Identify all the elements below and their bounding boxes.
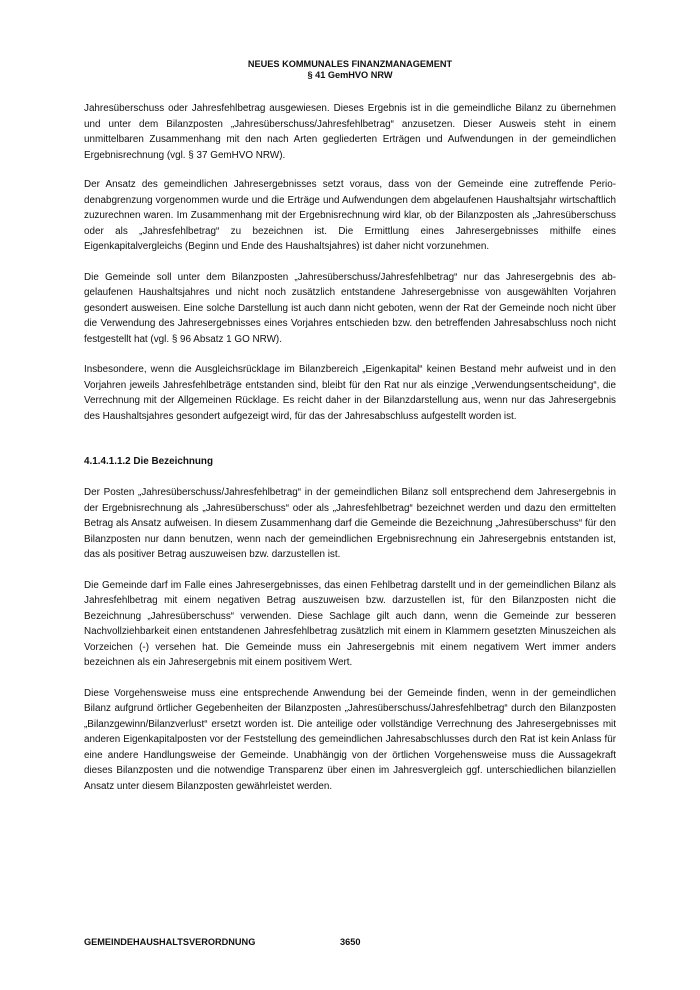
paragraph: Die Gemeinde soll unter dem Bilanzposten „Jahresüberschuss/Jahresfehlbetrag“ nur das Jahresergebnis des abgelaufenen Haushaltsjahres und nicht noch zusätzlich entstandene Jahresergebnisse von ausgewählten Vorjahren gesondert ausweisen. Eine solche Darstellung ist auch dann nicht geboten, wenn der Rat der Gemeinde noch nicht über die Verwendung des Jahresergebnisses eines Vorjahres entschieden bzw. den betreffenden Jahresabschluss noch nicht festgestellt hat (vgl. § 96 Absatz 1 GO NRW). [84,271,616,345]
paragraph: Der Ansatz des gemeindlichen Jahresergebnisses setzt voraus, dass von der Gemeinde eine zutreffende Periodenabgrenzung vorgenommen wurde und die Erträge und Aufwendungen dem abgelaufenen Haushaltsjahr wirtschaftlich zuzurechnen waren. Im Zusammenhang mit der Ergebnisrechnung wird klar, ob der Bilanzposten als „Jahresüberschuss oder als „Jahresfehlbetrag“ zu bezeichnen ist. Die Ermittlung eines Jahresergebnisses mithilfe eines Eigenkapitalvergleichs (Beginn und Ende des Haushaltsjahres) ist daher nicht vorzunehmen. [84,179,616,252]
footer-document-title: GEMEINDEHAUSHALTSVERORDNUNG [84,937,256,947]
document-body [84,101,616,794]
paragraph: Diese Vorgehensweise muss eine entsprechende Anwendung bei der Gemeinde finden, wenn in der gemeindlichen Bilanz aufgrund örtlicher Gegebenheiten der Bilanzposten „Jahresüberschuss/Jahresfehlbetrag“ durch den Bilanzposten „Bilanzgewinn/Bilanzverlust“ ersetzt worden ist. Die anteilige oder vollständige Verrechnung des Jahresergebnisses mit anderen Eigenkapitalposten vor der Feststellung des gemeindlichen Jahresabschlusses durch den Rat ist kein Anlass für eine andere Handlungsweise der Gemeinde. Unabhängig von der örtlichen Vorgehensweise muss die Aussagekraft dieses Bilanzposten und die notwendige Transparenz über einen im Jahresvergleich ggf. unterschiedlichen bilanziellen Ansatz unter diesem Bilanzposten gewährleistet werden. [84,687,616,792]
page-header [0,59,700,81]
header-title: NEUES KOMMUNALES FINANZMANAGEMENT [247,59,453,69]
header-subtitle: § 41 GemHVO NRW [307,70,393,80]
paragraph: Insbesondere, wenn die Ausgleichsrücklage im Bilanzbereich „Eigenkapital“ keinen Bestand mehr aufweist und in den Vorjahren jeweils Jahresfehlbeträge entstanden sind, bleibt für den Rat nur als einzige „Verwendungsentscheidung“, die Verrechnung mit der Allgemeinen Rücklage. Es reicht daher in der Bilanzdarstellung aus, wenn nur das Jahresergebnis des Haushaltsjahres gesondert aufgezeigt wird, für das der Jahresabschluss aufgestellt worden ist. [84,364,616,422]
paragraph: Die Gemeinde darf im Falle eines Jahresergebnisses, das einen Fehlbetrag darstellt und in der gemeindlichen Bilanz als Jahresfehlbetrag mit einem negativen Betrag auszuweisen bzw. darzustellen ist, für den Bilanzposten nicht die Bezeichnung „Jahresüberschuss“ verwenden. Diese Sachlage gilt auch dann, wenn die Gemeinde zur besseren Nachvollziehbarkeit einen entstandenen Jahresfehlbetrag zusätzlich mit einem in Klammern gesetzten Minuszeichen als Vorzeichen (-) versehen hat. Die Gemeinde muss ein Jahresergebnis mit einem negativem Wert immer anders bezeichnen als ein Jahresergebnis mit einem positivem Wert. [84,579,616,668]
section-heading: 4.1.4.1.1.2 Die Bezeichnung [84,456,213,467]
paragraph: Jahresüberschuss oder Jahresfehlbetrag ausgewiesen. Dieses Ergebnis ist in die gemeindliche Bilanz zu übernehmen und unter dem Bilanzposten „Jahresüberschuss/Jahresfehlbetrag“ anzusetzen. Dieser Ausweis steht in einem unmittelbaren Zusammenhang mit den nach Arten gegliederten Erträgen und Aufwendungen in der gemeindlichen Ergebnisrechnung (vgl. § 37 GemHVO NRW). [84,103,616,161]
paragraph: Der Posten „Jahresüberschuss/Jahresfehlbetrag“ in der gemeindlichen Bilanz soll entsprechend dem Jahresergebnis in der Ergebnisrechnung als „Jahresüberschuss“ oder als „Jahresfehlbetrag“ bezeichnet werden und dazu den ermittelten Betrag als Ansatz aufweisen. In diesem Zusammenhang darf die Gemeinde die Bezeichnung „Jahresüberschuss“ für den Bilanzposten nur dann benutzen, wenn nach der gemeindlichen Ergebnisrechnung ein Jahresergebnis entstanden ist, das als positiver Betrag auszuweisen bzw. darzustellen ist. [84,487,616,560]
page-number: 3650 [340,937,361,947]
